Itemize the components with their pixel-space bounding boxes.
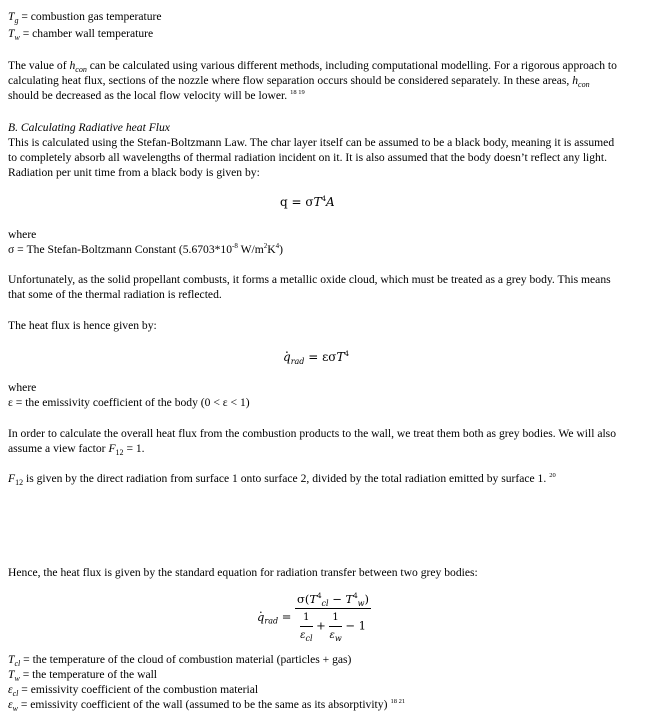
- eq3-t1-sub: cl: [321, 599, 329, 608]
- def-tw-bottom: [8, 667, 634, 682]
- eq3-t1: T: [309, 592, 318, 606]
- paragraph-overall: [8, 426, 634, 456]
- eq2-q: . q: [283, 350, 291, 365]
- tg-definition: = combustion gas temperature: [18, 10, 162, 23]
- eq2-t: T: [336, 350, 345, 364]
- f12-citation: 20: [549, 472, 556, 479]
- sigma-units-a: W/m: [237, 243, 264, 256]
- hcon-line-3: [8, 88, 634, 103]
- eq3-t2-power: 4: [353, 592, 358, 600]
- sigma-units-exp2: 4: [275, 242, 280, 250]
- section-b-line-2: to completely absorb all wavelengths of thermal radiation incident on it. It is also assumed that the body doesn’t reflect any light.: [8, 151, 607, 164]
- grey-line-2: that some of the thermal radiation is reflected.: [8, 288, 222, 301]
- tw-bottom-subscript: w: [14, 674, 20, 683]
- f12-text: is given by the direct radiation from surface 1 onto surface 2, divided by the total radiation emitted by surface 1.: [23, 472, 547, 485]
- section-b-line-1: This is calculated using the Stefan-Boltzmann Law. The char layer itself can be assumed to be a black body, meaning it is assumed: [8, 136, 615, 149]
- hcon-mid: can be calculated using various different methods, including computational modelling. For a rigorous approach to: [86, 59, 617, 72]
- hence-line: Hence, the heat flux is given by the standard equation for radiation transfer between two grey bodies:: [8, 566, 478, 579]
- sigma-units-exp1: 2: [263, 242, 268, 250]
- def-ecl: [8, 682, 634, 697]
- paragraph-grey-body: [8, 272, 634, 302]
- where1-label: where: [8, 228, 37, 241]
- hcon-pre: The value of: [8, 59, 70, 72]
- eq3-one-b: 1: [329, 610, 341, 627]
- hcon-citation: 18 19: [290, 89, 305, 96]
- eq1-power: 4: [321, 195, 327, 203]
- eq2-rhs: = εσ: [304, 350, 337, 364]
- eq3-one-a: 1: [300, 610, 312, 627]
- eq3-eps2: ε: [329, 630, 335, 641]
- tg-symbol: T: [8, 10, 15, 23]
- where-sigma: [8, 227, 634, 257]
- hcon-subscript-2: con: [578, 80, 590, 89]
- f12-subscript: 12: [115, 448, 124, 457]
- epsilon-definition: ε = the emissivity coefficient of the body (0 < ε < 1): [8, 396, 250, 409]
- hcon-line-2: [8, 73, 634, 88]
- eq3-subscript: rad: [264, 616, 279, 626]
- hcon-line3-text: should be decreased as the local flow velocity will be lower.: [8, 89, 288, 102]
- eq3-t2-sub: w: [357, 599, 365, 608]
- ecl-subscript: cl: [12, 689, 19, 698]
- eq3-equals: =: [278, 609, 296, 624]
- ew-definition: = emissivity coefficient of the wall (assumed to be the same as its absorptivity): [17, 698, 388, 711]
- grey-line-1: Unfortunately, as the solid propellant combusts, it forms a metallic oxide cloud, which must be treated as a grey body. This means: [8, 273, 611, 286]
- eq2-power: 4: [344, 350, 349, 358]
- eq1-sigma: = σ: [287, 195, 314, 209]
- hcon-symbol-2: h: [572, 74, 579, 87]
- section-b: [8, 120, 634, 180]
- tcl-symbol: T: [8, 653, 15, 666]
- tw-subscript: w: [14, 33, 20, 42]
- f12-symbol-2: F: [8, 472, 16, 485]
- eq3-denominator: [295, 609, 371, 643]
- eq1-area: A: [326, 195, 335, 209]
- sigma-text: σ = The Stefan-Boltzmann Constant (5.6703*10: [8, 243, 233, 256]
- eq3-plus: +: [312, 618, 330, 633]
- eq3-numerator: [295, 592, 371, 609]
- sigma-units-b: K: [267, 243, 276, 256]
- def-tg: [8, 9, 634, 24]
- f12-symbol: F: [108, 442, 116, 455]
- def-tcl: [8, 652, 634, 667]
- hcon-line-1: [8, 58, 634, 73]
- equation-grey-bodies: [257, 592, 371, 643]
- eq3-num-close: ): [364, 592, 370, 606]
- eq3-num-open: σ(: [297, 592, 310, 606]
- sigma-definition: [8, 242, 634, 257]
- eq3-eps1: ε: [300, 630, 306, 641]
- tw-bottom-definition: = the temperature of the wall: [19, 668, 158, 681]
- tcl-subscript: cl: [14, 659, 21, 668]
- where2-label: where: [8, 381, 37, 394]
- tcl-definition: = the temperature of the cloud of combustion material (particles + gas): [20, 653, 352, 666]
- eq3-eps2-sub: w: [334, 634, 342, 643]
- flux-intro: The heat flux is hence given by:: [8, 319, 157, 332]
- eq3-q: . q: [257, 610, 264, 625]
- overall-line-1: In order to calculate the overall heat flux from the combustion products to the wall, we treat them both as grey bodies. We will also: [8, 427, 616, 440]
- def-ew: [8, 697, 634, 712]
- eq3-t2: T: [345, 592, 354, 606]
- ew-citation: 18 21: [390, 698, 406, 705]
- eq3-fraction: [295, 592, 371, 643]
- hcon-line2-text: calculating heat flux, sections of the nozzle where flow separation occurs should be considered separately. In these areas,: [8, 74, 573, 87]
- tg-subscript: g: [14, 16, 19, 25]
- eq3-t1-power: 4: [317, 592, 322, 600]
- defs-bottom: [8, 652, 634, 712]
- eq3-inner-frac-1: [300, 610, 312, 643]
- ew-symbol: ε: [8, 698, 13, 711]
- ew-subscript: w: [12, 704, 18, 713]
- hcon-symbol: h: [69, 59, 76, 72]
- eq2-subscript: rad: [290, 357, 305, 366]
- section-b-heading: B. Calculating Radiative heat Flux: [8, 121, 170, 134]
- eq3-tail: − 1: [341, 618, 366, 633]
- overall-line-2: [8, 441, 634, 456]
- tw-symbol: T: [8, 27, 15, 40]
- eq1-lhs: q: [280, 195, 288, 209]
- eq3-eps1-sub: cl: [305, 634, 313, 643]
- paragraph-hcon: [8, 58, 634, 103]
- sigma-exponent: -8: [232, 242, 238, 250]
- section-b-line-3: Radiation per unit time from a black body is given by:: [8, 166, 260, 179]
- f12-subscript-2: 12: [15, 478, 24, 487]
- equation-radiative-flux: [283, 350, 349, 365]
- eq3-inner-frac-2: [329, 610, 341, 643]
- defs-top: [8, 9, 634, 41]
- tw-definition: = chamber wall temperature: [19, 27, 154, 40]
- overall-l2-pre: assume a view factor: [8, 442, 109, 455]
- eq3-minus: −: [328, 592, 346, 606]
- ecl-definition: = emissivity coefficient of the combustion material: [18, 683, 259, 696]
- where-epsilon: [8, 380, 634, 410]
- paragraph-f12: [8, 471, 634, 486]
- tw-bottom-symbol: T: [8, 668, 15, 681]
- equation-stefan-boltzmann: [280, 195, 335, 210]
- overall-l2-post: = 1.: [123, 442, 145, 455]
- eq1-t: T: [313, 195, 322, 209]
- hcon-subscript: con: [75, 65, 87, 74]
- sigma-units-end: ): [279, 243, 283, 256]
- def-tw: [8, 26, 634, 41]
- ecl-symbol: ε: [8, 683, 13, 696]
